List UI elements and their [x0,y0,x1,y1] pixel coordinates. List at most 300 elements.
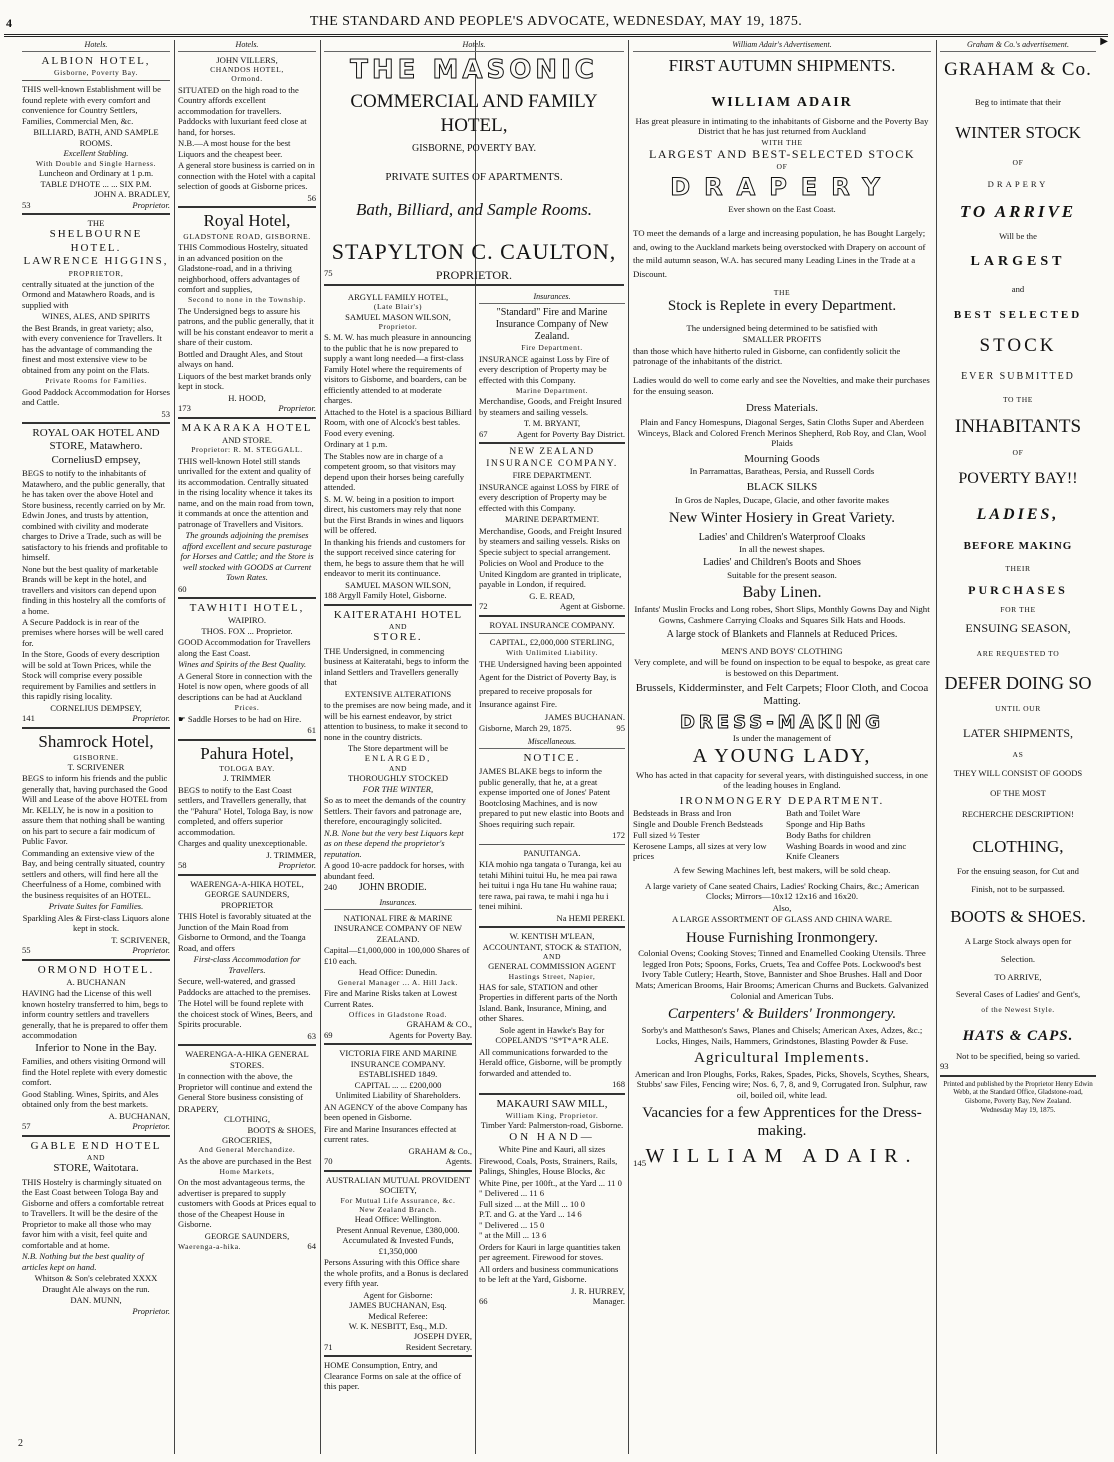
australian-branch: New Zealand Branch. [359,1204,437,1214]
ad-number: 240 [324,882,337,893]
victoria-liability: Unlimited Liability of Shareholders. [335,1090,461,1101]
victoria-est: ESTABLISHED 1849. [358,1069,438,1080]
makauri-yard: Timber Yard: Palmerston-road, Gisborne. [480,1120,624,1131]
victoria-body: Fire and Marine Insurances effected at current rates. [324,1123,457,1145]
royal-oak-body: In the Store, Goods of every description will be sold at Town Prices, while the Stock will comprise every possible requirement by Families and settlers in this rapidly rising locality. [22,649,160,702]
nz-insurance-agent: Agent at Gisborne. [559,601,625,612]
shamrock-suites: Private Suites for Families. [48,901,144,912]
adair-profits: SMALLER PROFITS [742,333,822,344]
chandos-nb: N.B.—A most house for the best Liquors and the cheapest beer. [178,138,291,159]
graham-to-arrive-2: TO ARRIVE, [994,972,1042,983]
adair-lady-body: Who has acted in that capacity for several years, with distinguished success, in one of the leading houses in England. [636,769,928,791]
masonic-owner: STAPYLTON C. CAULTON, [331,239,617,265]
ad-number: 145 [633,1157,647,1168]
divider [178,1044,316,1046]
albion-place: Gisborne, Poverty Bay. [54,68,138,78]
graham-of: OF [1012,447,1024,457]
column-divider [320,40,321,1454]
australian-medical-name: W. K. NESBITT, Esq., M.D. [348,1320,448,1331]
victoria-title: VICTORIA FIRE AND MARINE INSURANCE COMPANY. [339,1048,457,1069]
makaraka-proprietor: Proprietor: R. M. STEGGALL. [191,445,303,455]
graham-until: UNTIL OUR [995,704,1041,714]
graham-of: OF [1012,158,1024,168]
albion-harness: With Double and Single Harness. [35,158,157,168]
graham-newest: of the Newest Style. [981,1005,1055,1015]
graham-ever: EVER SUBMITTED [961,371,1075,383]
section-heading: Hotels. [22,40,170,52]
makaraka-body: THIS well-known Hotel still stands unrivalled for the extent and quality of its accommodation. Centrally situated in the rising locality whence it takes its name, and on the main road from town, it commands at once the attention and patronage of Travellers and Visitors. [178,455,314,529]
gable-end-store: STORE, Waitotara. [53,1162,139,1175]
argyll-place: Argyll Family Hotel, Gisborne. [338,590,447,601]
kaiteratahi-paddock: A good 10-acre paddock for horses, with abundant feed. [324,860,465,881]
pahura-proprietor: Proprietor. [278,860,316,871]
divider [324,604,472,606]
adair-paragraph: TO meet the demands of a large and increasing population, he has Bought Largely; and, owing to the Auckland markets being overstocked with Drapery on account of the mild autumn season, W.A. has secured many Leading Lines in the Trade at a Discount. [633,228,926,279]
divider [22,80,170,81]
albion-owner: JOHN A. BRADLEY, [94,189,170,200]
divider [178,417,316,419]
divider [479,633,625,634]
masonic-title: THE MASONIC [350,54,598,85]
shamrock-title: Shamrock Hotel, [38,731,154,751]
makauri-price: " Delivered ... 11 6 [479,1188,544,1199]
adair-ever: Ever shown on the East Coast. [728,204,836,215]
national-sign: GRAHAM & CO., [406,1019,472,1030]
divider [324,1170,472,1172]
ormond-body: Families, and others visiting Ormond will find the Hotel replete with every domestic comfort. [22,1056,168,1088]
australian-sign: JOSEPH DYER, [413,1331,472,1342]
royal-oak-body: A Secure Paddock is in rear of the premises where horses will be well cared for. [22,617,164,648]
kaiteratahi-winter: FOR THE WINTER, [362,783,434,794]
adair-carpenters-list: Sorby's and Mattheson's Saws, Planes and Chisels; American Axes, Adzes, &c.; Locks, Hinges, Nails, Hammers, Grindstones, Blasting Powder & Fuse. [641,1024,923,1046]
divider [479,442,625,444]
adair-hosiery: New Winter Hosiery in Great Variety. [668,510,896,527]
notice-title: NOTICE. [523,751,581,764]
standard-agent: Agent for Poverty Bay District. [516,428,625,439]
makauri-price: Full sized ... at the Mill ... 10 0 [479,1198,585,1209]
general-stores-boots: BOOTS & SHOES, [247,1124,316,1135]
kaiteratahi-body: So as to meet the demands of the country Settlers. Their favors and patronage are, therefore, encouragingly solicited. [324,795,466,827]
mclean-address: Hastings Street, Napier, [508,971,596,981]
section-heading: Miscellaneous. [479,737,625,749]
adair-management: Is under the management of [732,733,832,744]
adair-intro: Has great pleasure in intimating to the inhabitants of Gisborne and the Poverty Bay District that he has just returned from Auckland [635,115,929,137]
adair-also: Also, [772,903,792,914]
national-offices: Offices in Gladstone Road. [348,1010,448,1020]
graham-consist: THEY WILL CONSIST OF GOODS [953,767,1083,778]
albion-proprietor: Proprietor. [132,199,170,210]
kaiteratahi-nb: N.B. None but the very best Liquors kept as on these depend the proprietor's reputation. [324,827,464,859]
shamrock-place: GISBORNE. [73,752,119,762]
royal-hotel-place: GLADSTONE ROAD, GISBORNE. [183,231,311,241]
makauri-price: " at the Mill ... 13 6 [479,1230,547,1241]
graham-to-arrive: TO ARRIVE [959,201,1077,221]
divider [22,213,170,215]
adair-baby-list: Infants' Muslin Frocks and Long robes, Short Slips, Monthly Gowns Day and Night Gowns, Cashmere Carrying Cloaks and Squares Silk Hats and Hoods. [634,603,930,625]
shamrock-body: BEGS to inform his friends and the public generally that, having purchased the Good Will and Lease of the above HOTEL from Mr. KELLY, he is now in a position to assure them that nothing shall be wanting on his part to secure a fair modicum of Public Favor. [22,773,168,847]
ad-number: 57 [22,1121,31,1132]
royal-hotel-second: Second to none in the Township. [188,295,306,305]
waerenga-body: THIS Hotel is favorably situated at the Junction of the Main Road from Gisborne to Ormond, and the Toanga Road, and offers [178,911,312,953]
adair-drapery: DRAPERY [670,173,894,202]
national-capital: Capital—£1,000,000 in 100,000 Shares of £10 each. [324,945,470,966]
adair-boots: Ladies' and Children's Boots and Shoes [703,557,861,569]
tawhiti-horses-text: Saddle Horses to be had on Hire. [187,713,302,724]
column-4 [479,292,625,1452]
adair-blankets: A large stock of Blankets and Flannels at Reduced Prices. [666,629,898,641]
ad-number: 188 [324,590,337,601]
royal-insurance-capital: CAPITAL, £2,000,000 STERLING, [489,637,615,648]
tawhiti-place: WAIPIRO. [228,615,266,626]
ormond-title: ORMOND HOTEL. [37,963,155,976]
kaiteratahi-stocked: THOROUGHLY STOCKED [347,773,449,784]
general-stores-title: WAERENGA-A-HIKA GENERAL STORES. [185,1049,309,1070]
ad-number: 141 [22,713,35,724]
makauri-orders: Orders for Kauri in large quantities taken per agreement. Firewood for stoves. [479,1241,621,1263]
graham-boots: BOOTS & SHOES. [950,906,1086,926]
adair-mourning: Mourning Goods [744,453,820,466]
graham-poverty-bay: POVERTY BAY!! [958,470,1078,488]
shamrock-proprietor: Proprietor. [132,945,170,956]
ad-number: 56 [307,192,316,203]
ad-number: 66 [479,1296,488,1307]
graham-cut: For the ensuing season, for Cut and [957,865,1079,876]
gable-end-body: THIS Hostelry is charmingly situated on the East Coast between Tologa Bay and Gisborne and offers a comfortable retreat to Travellers. It will be the desire of the Proprietor to make all those who may favor him with a visit, feel quite and comfortable and at home. [22,1176,164,1250]
shamrock-body: Commanding an extensive view of the Bay, and being centrally situated, country settlers and others, will find here all the Cheerfulness of a Home, combined with the business requisites of an HOTEL. [22,847,165,900]
newspaper-masthead: THE STANDARD AND PEOPLE'S ADVOCATE, WEDNESDAY, MAY 19, 1875. [309,14,803,29]
ad-number: 53 [22,199,31,210]
divider [178,206,316,208]
divider [178,739,316,741]
divider [178,874,316,876]
shelbourne-body: centrally situated at the junction of the Ormond and Matawhero Roads, and is supplied with [22,278,155,310]
waerenga-title: WAERENGA-A-HIKA HOTEL, [190,878,304,889]
mclean-and: AND [542,952,562,961]
masonic-place: GISBORNE, POVERTY BAY. [411,142,537,154]
adair-agricultural-list: American and Iron Ploughs, Forks, Rakes, Spades, Picks, Shovels, Scythes, Shears, Stubbs' saw Files, Fencing wire; Nos. 6, 7, 8, and 9, Corrugated Iron. Sulphur, raw oil, boiled oil, white lead. [634,1068,930,1100]
gable-end-proprietor: Proprietor. [132,1305,170,1316]
royal-insurance-sign: JAMES BUCHANAN. [544,712,625,723]
makauri-list: Firewood, Coals, Posts, Strainers, Rails, Palings, Shingles, House Blocks, &c [479,1155,618,1177]
adair-cloaks: Ladies' and Children's Waterproof Cloaks [698,531,866,543]
ad-number: 61 [307,725,316,736]
adair-silks-list: In Gros de Naples, Ducape, Glacie, and other favorite makes [675,494,889,505]
argyll-proprietor: Proprietor. [378,322,418,332]
notice-body: JAMES BLAKE begs to inform the public generally, that he, at a great expense imported one of Jones' Patent Bootclosing Machines, and is now prepared to put new elastic into Boots and Shoes requiring such repair. [479,766,624,829]
victoria-body: AN AGENCY of the above Company has been opened in Gisborne. [324,1101,468,1123]
makauri-price: White Pine, per 100ft., at the Yard ... 11 0 [479,1177,622,1188]
ad-number: 168 [612,1079,625,1090]
kaiteratahi-enlarged: ENLARGED, [364,753,432,764]
adair-replete: Stock is Replete in every Department. [667,297,897,314]
column-divider [174,40,175,1454]
general-stores-merch: And General Merchandize. [198,1145,296,1155]
section-heading: William Adair's Advertisement. [633,40,931,52]
australian-revenue: Present Annual Revenue, £380,000. [336,1224,460,1235]
shelbourne-title: SHELBOURNE HOTEL. [49,228,143,254]
divider [178,597,316,599]
albion-table: TABLE D'HOTE ... ... SIX P.M. [40,178,152,189]
mclean-general: GENERAL COMMISSION AGENT [488,961,616,972]
adair-vacancies: Vacancies for a few Apprentices for the Dress-making. [642,1104,922,1139]
australian-for: For Mutual Life Assurance, &c. [340,1195,456,1205]
adair-ladies: Ladies would do well to come early and see the Novelties, and make their purchases for the ensuing season. [633,375,930,396]
adair-name: WILLIAM ADAIR [711,95,853,111]
panuitanga-body: KIA mohio nga tangata o Turanga, kei au tetahi Mihini tuitui Hu, he mea pai rawa hei tuitui i nga Hu tane Hu wahine raua; tere rawa, pai rawa, te mahi i nga hu i tenei mihini. [479,859,622,912]
graham-cases: Several Cases of Ladies' and Gent's, [955,988,1081,999]
argyll-body: S. M. W. has much pleasure in announcing to the public that he is now prepared to supply a want long needed—a first-class Family Hotel where the requirements of visitors to Gisborne, and boarders, can be efficiently attended to at moderate charges. [324,332,472,406]
kaiteratahi-body: THE Undersigned, in commencing business at Kaiteratahi, begs to inform the inland Settlers and Travellers generally that [324,645,469,688]
ormond-inferior: Inferior to None in the Bay. [35,1041,157,1054]
adair-young-lady: A YOUNG LADY, [692,745,872,768]
nz-insurance-body: Merchandise, Goods, and Freight Insured by steamers and sailing vessels. Risks on Specie subject to special arrangement. [479,525,622,557]
royal-hotel-body: THIS Commodious Hostelry, situated in an advanced position on the Gladstone-road, and in a thriving neighborhood, offers advantages of comfort and supplies, [178,242,308,294]
pahura-body: Charges and quality unexceptionable. [178,838,308,849]
graham-most: OF THE MOST [990,788,1046,799]
divider [940,1075,1096,1077]
adair-sewing: A few Sewing Machines left, best makers, will be sold cheap. [673,865,891,875]
graham-hats: HATS & CAPS. [962,1027,1074,1044]
divider [479,1093,625,1095]
victoria-sign: GRAHAM & Co., [408,1145,472,1156]
divider [479,615,625,617]
pahura-title: Pahura Hotel, [200,743,294,763]
albion-body: THIS well-known Establishment will be found replete with every comfort and convenience for Country Settlers, Families, Commercial Men, &c. [22,84,161,126]
adair-baby-linen: Baby Linen. [742,584,822,602]
shelbourne-owner: LAWRENCE HIGGINS, [23,255,169,268]
argyll-sign: SAMUEL MASON WILSON, [345,579,451,590]
makaraka-body: The grounds adjoining the premises afford excellent and secure pasturage for Horses and Cattle; and the Store is well stocked with GOODS at Current Town Rates. [180,530,314,583]
masthead-rule [4,34,1108,37]
adair-ironmongery-title: IRONMONGERY DEPARTMENT. [679,795,885,807]
list-item: Sponge and Hip Baths [786,819,865,830]
kaiteratahi-body: The Store department will be [347,743,449,753]
adair-signature: WILLIAM ADAIR. [645,1145,919,1168]
section-heading: Graham & Co.'s advertisement. [940,40,1096,52]
waerenga-body: The Hotel will be found replete with the choicest stock of Wines, Beers, and Spirits procurable. [178,998,313,1030]
shelbourne-private: Private Rooms for Families. [45,376,147,386]
william-adair-ad [633,40,931,1452]
chandos-store: A general store business is carried on in connection with the Hotel with a capital selection of goods at Gisborne prices. [178,160,316,192]
list-item: Full sized ½ Tester [633,829,700,840]
makaraka-title: MAKARAKA HOTEL [181,421,313,434]
divider [324,1043,472,1045]
adair-determined: The undersigned being determined to be satisfied with [686,323,878,334]
royal-oak-owner: CorneliusD empsey, [51,453,141,466]
adair-the: THE [773,287,791,297]
makauri-comm: All orders and business communications to be left at the Yard, Gisborne. [479,1263,619,1285]
albion-billiard: BILLIARD, BATH, AND SAMPLE ROOMS. [33,127,159,148]
royal-oak-proprietor: Proprietor. [132,713,170,724]
graham-stock: STOCK [979,335,1057,357]
list-item: Bedsteads in Brass and Iron [633,808,732,819]
waerenga-owner: GEORGE SAUNDERS, PROPRIETOR [204,889,290,910]
masthead-bar [4,4,1108,36]
graham-purchases: PURCHASES [968,582,1068,597]
ad-number: 172 [612,830,625,841]
royal-hotel-body: The Undersigned begs to assure his patrons, and the public generally, that it will be his constant endeavor to merit a share of their custom. [178,305,314,348]
ad-number: 55 [22,945,31,956]
adair-mourning-list: In Parramattas, Baratheas, Persia, and Russell Cords [689,466,875,477]
divider [479,926,625,928]
ad-number: 71 [324,1341,333,1352]
masonic-suites: PRIVATE SUITES OF APARTMENTS. [385,171,563,183]
nz-insurance-fire: FIRE DEPARTMENT. [512,470,592,481]
albion-stabling: Excellent Stabling. [63,148,129,159]
home-consumption-body: HOME Consumption, Entry, and Clearance Forms on sale at the office of this paper. [324,1360,462,1392]
ad-number: 58 [178,860,187,871]
graham-before: BEFORE MAKING [963,540,1073,553]
section-heading: Insurances. [479,292,625,304]
general-stores-drapery: DRAPERY, [178,1103,219,1114]
masonic-proprietor: PROPRIETOR. [435,267,513,282]
ormond-body: Good Stabling. Wines, Spirits, and Ales obtained only from the best markets. [22,1088,159,1110]
adair-with: WITH THE [761,138,803,147]
general-stores-sign: GEORGE SAUNDERS, [204,1230,290,1241]
graham-drapery: DRAPERY [987,179,1049,190]
makauri-price: P.T. and G. at the Yard ... 14 6 [479,1209,582,1220]
shamrock-liquors: Sparkling Ales & First-class Liquors alone kept in stock. [22,912,170,934]
royal-hotel-body: Liquors of the best market brands only kept in stock. [178,370,312,392]
adair-headline: FIRST AUTUMN SHIPMENTS. [668,55,896,75]
kaiteratahi-body: to the premises are now being made, and it will be his earnest endeavor, by strict attention to business, to make it second to none in the country districts. [324,700,472,742]
chandos-owner: JOHN VILLERS, [216,54,278,65]
tawhiti-body: A General Store in connection with the Hotel is now open, where goods of all descriptions can be had at Auckland [178,670,313,702]
adair-dress-materials: Dress Materials. [745,402,819,415]
shamrock-sign: T. SCRIVENER, [111,934,170,945]
shelbourne-body: the Best Brands, in great variety; also, with every convenience for Travellers. It has the advantage of commanding the finest and most extensive view to be obtained from any point on the Flats. [22,322,162,375]
graham-title: GRAHAM & Co. [944,58,1092,80]
victoria-capital: CAPITAL ... ... £200,000 [354,1079,442,1090]
gable-end-title: GABLE END HOTEL [30,1139,162,1152]
adair-chairs: A large variety of Cane seated Chairs, Ladies' Rocking Chairs, &c.; American Clocks; Mirrors—10x12 12x16 and 16x20. [644,880,920,902]
ad-number: 173 [178,403,191,414]
mclean-ale: COPELAND'S "S*T*A*R ALE. [495,1035,609,1046]
general-stores-place: Waerenga-a-hika. [178,1242,242,1252]
australian-medical: Medical Referee: [368,1310,428,1321]
royal-insurance-date: Gisborne, March 29, 1875. [479,722,572,733]
makauri-title: MAKAURI SAW MILL, [496,1097,608,1110]
ormond-body: HAVING had the License of this well known hostelry transferred to him, begs to inform country settlers and travellers generally, that he is prepared to offer them accommodation [22,988,168,1041]
national-manager: General Manager ... A. Hill Jack. [337,977,459,987]
shelbourne-proprietor: PROPRIETOR, [68,268,124,278]
adair-dressmaking: DRESS-MAKING [679,711,884,733]
ad-number: 64 [307,1241,316,1252]
kaiteratahi-and: AND [388,621,408,631]
divider [22,422,170,424]
royal-insurance-body: THE Undersigned having been appointed Agent for the District of Poverty Bay, is prepared to receive proposals for Insurance against Fire. [479,658,622,709]
adair-house-furnishing: House Furnishing Ironmongery. [686,929,878,946]
page-number: 4 [6,16,12,30]
kaiteratahi-store: STORE. [373,631,423,644]
royal-hotel-proprietor: Proprietor. [278,403,316,414]
list-item: Kerosene Lamps, all sizes at very low prices [633,840,767,862]
nz-insurance-marine: MARINE DEPARTMENT. [504,514,600,525]
ad-number: 69 [324,1029,333,1040]
graham-clothing: CLOTHING, [972,837,1064,857]
adair-patronage: than those which have hitherto ruled in Gisborne, can confidently solicit the patronage of the inhabitants of the district. [633,345,901,367]
graham-co-ad [940,40,1096,1452]
australian-secretary: Resident Secretary. [405,1341,472,1352]
adair-carpenters: Carpenters' & Builders' Ironmongery. [667,1006,897,1023]
argyll-body: In thanking his friends and customers for the support received since catering for them, he begs to assure them that he will endeavor to merit its continuance. [324,536,466,579]
mclean-subtitle: ACCOUNTANT, STOCK & STATION, [482,941,622,952]
graham-winter-stock: WINTER STOCK [955,123,1081,143]
list-item: Bath and Toilet Ware [786,808,861,819]
shelbourne-paddock: Good Paddock Accommodation for Horses and Cattle. [22,386,170,408]
column-divider [936,40,937,1454]
pointing-hand-icon: ☛ [178,713,188,724]
graham-for-the: FOR THE [1000,605,1036,615]
column-divider [628,40,629,1454]
adair-silks: BLACK SILKS [746,481,818,494]
royal-hotel-body: Bottled and Draught Ales, and Stout always on hand. [178,348,303,370]
royal-insurance-liability: With Unlimited Liability. [505,647,599,657]
masonic-subtitle: COMMERCIAL AND FAMILY HOTEL, [350,91,598,136]
ad-number: 60 [178,583,187,594]
section-heading: Hotels. [178,40,316,52]
kaiteratahi-title: KAITERATAHI HOTEL [333,608,463,621]
gable-end-ale: Whitson & Son's celebrated XXXX Draught Ale always on the run. [34,1273,158,1294]
divider [22,1135,170,1137]
mclean-body: HAS for sale, STATION and other Properties in different parts of the North Island. Bank, Insurance, Mining, and other Shares. [479,981,618,1024]
kaiteratahi-and: AND [388,763,408,773]
graham-finish: Finish, not to be surpassed. [971,884,1065,895]
gable-end-sign: DAN. MUNN, [70,1295,122,1306]
panuitanga-sign: Na HEMI PEREKI. [556,912,625,923]
standard-fire: Fire Department. [521,343,583,353]
masonic-bath: Bath, Billiard, and Sample Rooms. [356,200,592,220]
general-stores-body: On the most advantageous terms, the advertiser is prepared to supply customers with Goods at Prices equal to those of the Cheapest House in Gisborne. [178,1177,316,1230]
list-item: Body Baths for children [786,829,871,840]
argyll-title: ARGYLL FAMILY HOTEL, [347,292,449,302]
standard-title: "Standard" Fire and Marine Insurance Company of New Zealand. [495,306,609,343]
section-heading: Hotels. [324,40,624,52]
argyll-owner: SAMUEL MASON WILSON, [345,311,451,322]
graham-and: and [1011,284,1025,295]
ad-number: 67 [479,428,488,439]
victoria-agents: Agents. [445,1156,472,1167]
adair-boots-season: Suitable for the present season. [727,569,837,580]
ironmongery-left [633,808,778,862]
ad-number: 63 [307,1030,316,1041]
australian-funds: Accumulated & Invested Funds, £1,350,000 [342,1235,454,1256]
national-office: Head Office: Dunedin. [358,967,438,978]
ormond-sign: A. BUCHANAN, [108,1110,170,1121]
australian-agent: Agent for Gisborne: [363,1289,433,1300]
standard-marine: Marine Department. [515,386,589,396]
nz-insurance-title: NEW ZEALAND INSURANCE COMPANY. [486,447,618,469]
graham-later: LATER SHIPMENTS, [962,725,1073,740]
tawhiti-horses [178,714,316,724]
graham-best-selected: BEST SELECTED [953,308,1083,321]
tawhiti-title: TAWHITI HOTEL, [189,602,305,614]
nz-insurance-body: INSURANCE against LOSS by FIRE of every description of Property may be effected with this Company. [479,481,619,513]
divider [22,727,170,729]
adair-of: OF [776,161,788,171]
makauri-on-hand: ON HAND— [509,1130,595,1143]
list-item: Single and Double French Bedsteads [633,819,763,830]
tawhiti-proprietor: THOS. FOX ... Proprietor. [201,625,293,636]
pahura-owner: J. TRIMMER [223,773,271,784]
australian-body: Persons Assuring with this Office share the whole profits, and a Bonus is declared every fifth year. [324,1257,469,1289]
royal-hotel-sign: H. HOOD, [228,392,266,403]
printer-imprint: Printed and published by the Proprietor Henry Edwin Webb, at the Standard Office, Gladstone-road, Gisborne, Poverty Bay, New Zealand. [943,1079,1093,1106]
imprint-date: Wednesday May 19, 1875. [980,1105,1056,1114]
albion-title: ALBION HOTEL, [41,54,151,67]
shelbourne-the: THE [87,217,105,228]
column-2 [178,40,316,1452]
